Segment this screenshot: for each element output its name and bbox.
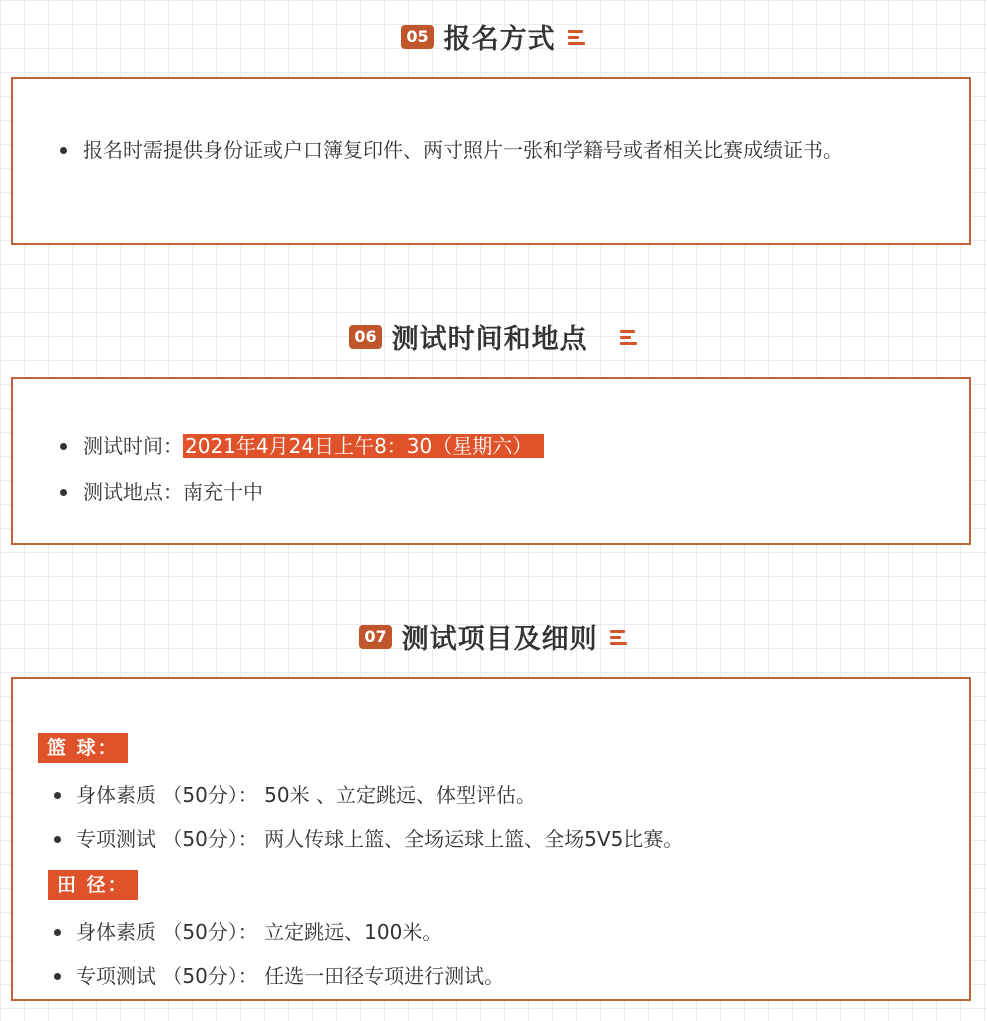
test-time-value: 2021年4月24日上午8：30（星期六） [183,434,544,458]
track-list [76,910,504,998]
test-items-box [11,677,971,1001]
section-05-heading [0,17,987,56]
list-item-test-place [83,469,544,515]
section-title: 测试项目及细则 [401,624,598,655]
section-title: 测试时间和地点 [391,324,588,355]
list-item: 专项测试 （50分）： 任选一田径专项进行测试。 [76,954,504,998]
track-label: 田 径： [48,870,138,900]
section-06-heading [0,317,987,356]
menu-icon [620,329,638,345]
test-time-label: 测试时间： [83,434,183,458]
time-place-box [11,377,971,545]
time-place-list [83,423,544,515]
menu-icon [568,29,586,45]
basketball-list [76,773,683,861]
registration-list [83,127,963,173]
section-07-heading [0,617,987,656]
section-title: 报名方式 [443,24,556,55]
list-item: 报名时需提供身份证或户口簿复印件、两寸照片一张和学籍号或者相关比赛成绩证书。 [83,127,963,173]
list-item-test-time [83,423,544,469]
section-number-badge: 05 [401,25,433,49]
test-place-value: 南充十中 [183,480,263,504]
section-number-badge: 07 [359,625,391,649]
test-place-label: 测试地点： [83,480,183,504]
section-number-badge: 06 [349,325,381,349]
basketball-label: 篮 球： [38,733,128,763]
list-item: 身体素质 （50分）： 立定跳远、100米。 [76,910,504,954]
list-item: 身体素质 （50分）： 50米 、立定跳远、体型评估。 [76,773,683,817]
registration-box [11,77,971,245]
menu-icon [610,629,628,645]
list-item: 专项测试 （50分）： 两人传球上篮、全场运球上篮、全场5V5比赛。 [76,817,683,861]
